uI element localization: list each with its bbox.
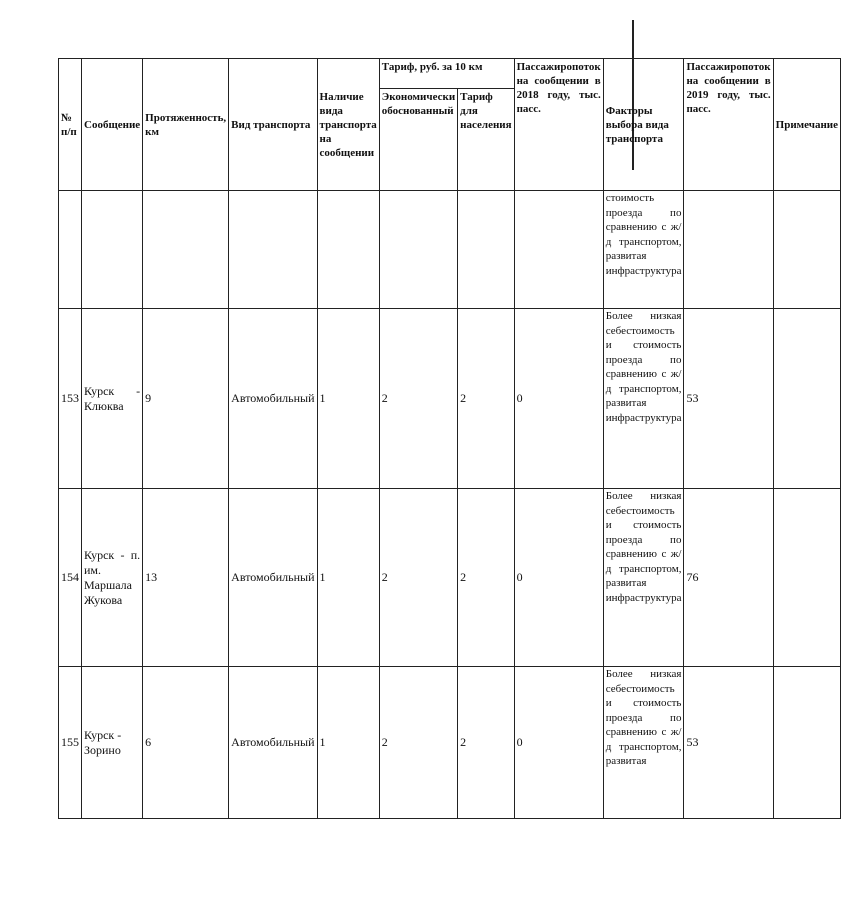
cell-note xyxy=(773,667,840,819)
cell-flow-2018: 0 xyxy=(514,489,603,667)
cell-flow-2019: 76 xyxy=(684,489,773,667)
cell-flow-2018: 0 xyxy=(514,667,603,819)
cell-num: 155 xyxy=(59,667,82,819)
cell-presence: 1 xyxy=(317,489,379,667)
cell-note xyxy=(773,489,840,667)
cell-factors: Более низкая себестоимость и стоимость проезда по сравнению с ж/д транспортом, развитая xyxy=(603,667,684,819)
table-row xyxy=(59,667,841,819)
cell-length: 9 xyxy=(143,309,229,489)
cell-factors: Более низкая себестоимость и стоимость проезда по сравнению с ж/д транспортом, развитая инфраструктура xyxy=(603,489,684,667)
cell-empty xyxy=(317,191,379,309)
cell-empty xyxy=(379,191,457,309)
cell-flow-2019: 53 xyxy=(684,309,773,489)
header-note: Примечание xyxy=(773,59,840,191)
cell-route: Курск - п. им. Маршала Жукова xyxy=(82,489,143,667)
cell-note xyxy=(773,309,840,489)
cell-empty xyxy=(229,191,317,309)
cell-transport: Автомобильный xyxy=(229,667,317,819)
cell-tariff-pop: 2 xyxy=(458,309,514,489)
header-tariff: Тариф, руб. за 10 км xyxy=(379,59,514,89)
cell-empty xyxy=(82,191,143,309)
cell-length: 13 xyxy=(143,489,229,667)
cell-num: 153 xyxy=(59,309,82,489)
cell-route: Курск - Клюква xyxy=(82,309,143,489)
cell-empty xyxy=(684,191,773,309)
cell-empty xyxy=(143,191,229,309)
cell-tariff-econ: 2 xyxy=(379,489,457,667)
header-transport: Вид транспорта xyxy=(229,59,317,191)
header-flow-2019: Пассажиропоток на сообщении в 2019 году, тыс. пасс. xyxy=(684,59,773,191)
cell-length: 6 xyxy=(143,667,229,819)
header-presence: Наличие вида транспорта на сообщении xyxy=(317,59,379,191)
header-tariff-pop: Тариф для населения xyxy=(458,89,514,191)
cell-tariff-econ: 2 xyxy=(379,309,457,489)
transport-table xyxy=(58,58,841,819)
table-row xyxy=(59,309,841,489)
header-flow-2018: Пассажиропоток на сообщении в 2018 году, тыс. пасс. xyxy=(514,59,603,191)
cell-transport: Автомобильный xyxy=(229,489,317,667)
cell-flow-2018: 0 xyxy=(514,309,603,489)
cell-transport: Автомобильный xyxy=(229,309,317,489)
cell-empty xyxy=(458,191,514,309)
cell-presence: 1 xyxy=(317,309,379,489)
table-row-continuation xyxy=(59,191,841,309)
header-length: Протяженность, км xyxy=(143,59,229,191)
header-tariff-econ: Экономически обоснованный xyxy=(379,89,457,191)
header-num: № п/п xyxy=(59,59,82,191)
cell-tariff-pop: 2 xyxy=(458,667,514,819)
cell-tariff-pop: 2 xyxy=(458,489,514,667)
cell-flow-2019: 53 xyxy=(684,667,773,819)
cell-tariff-econ: 2 xyxy=(379,667,457,819)
header-factors: Факторы выбора вида транспорта xyxy=(603,59,684,191)
header-route: Сообщение xyxy=(82,59,143,191)
cell-empty xyxy=(514,191,603,309)
table-row xyxy=(59,489,841,667)
cell-route: Курск - Зорино xyxy=(82,667,143,819)
cell-presence: 1 xyxy=(317,667,379,819)
cell-factors: Более низкая себестоимость и стоимость проезда по сравнению с ж/д транспортом, развитая инфраструктура xyxy=(603,309,684,489)
cell-empty xyxy=(59,191,82,309)
cell-num: 154 xyxy=(59,489,82,667)
cell-factors: стоимость проезда по сравнению с ж/д транспортом, развитая инфраструктура xyxy=(603,191,684,309)
cell-empty xyxy=(773,191,840,309)
